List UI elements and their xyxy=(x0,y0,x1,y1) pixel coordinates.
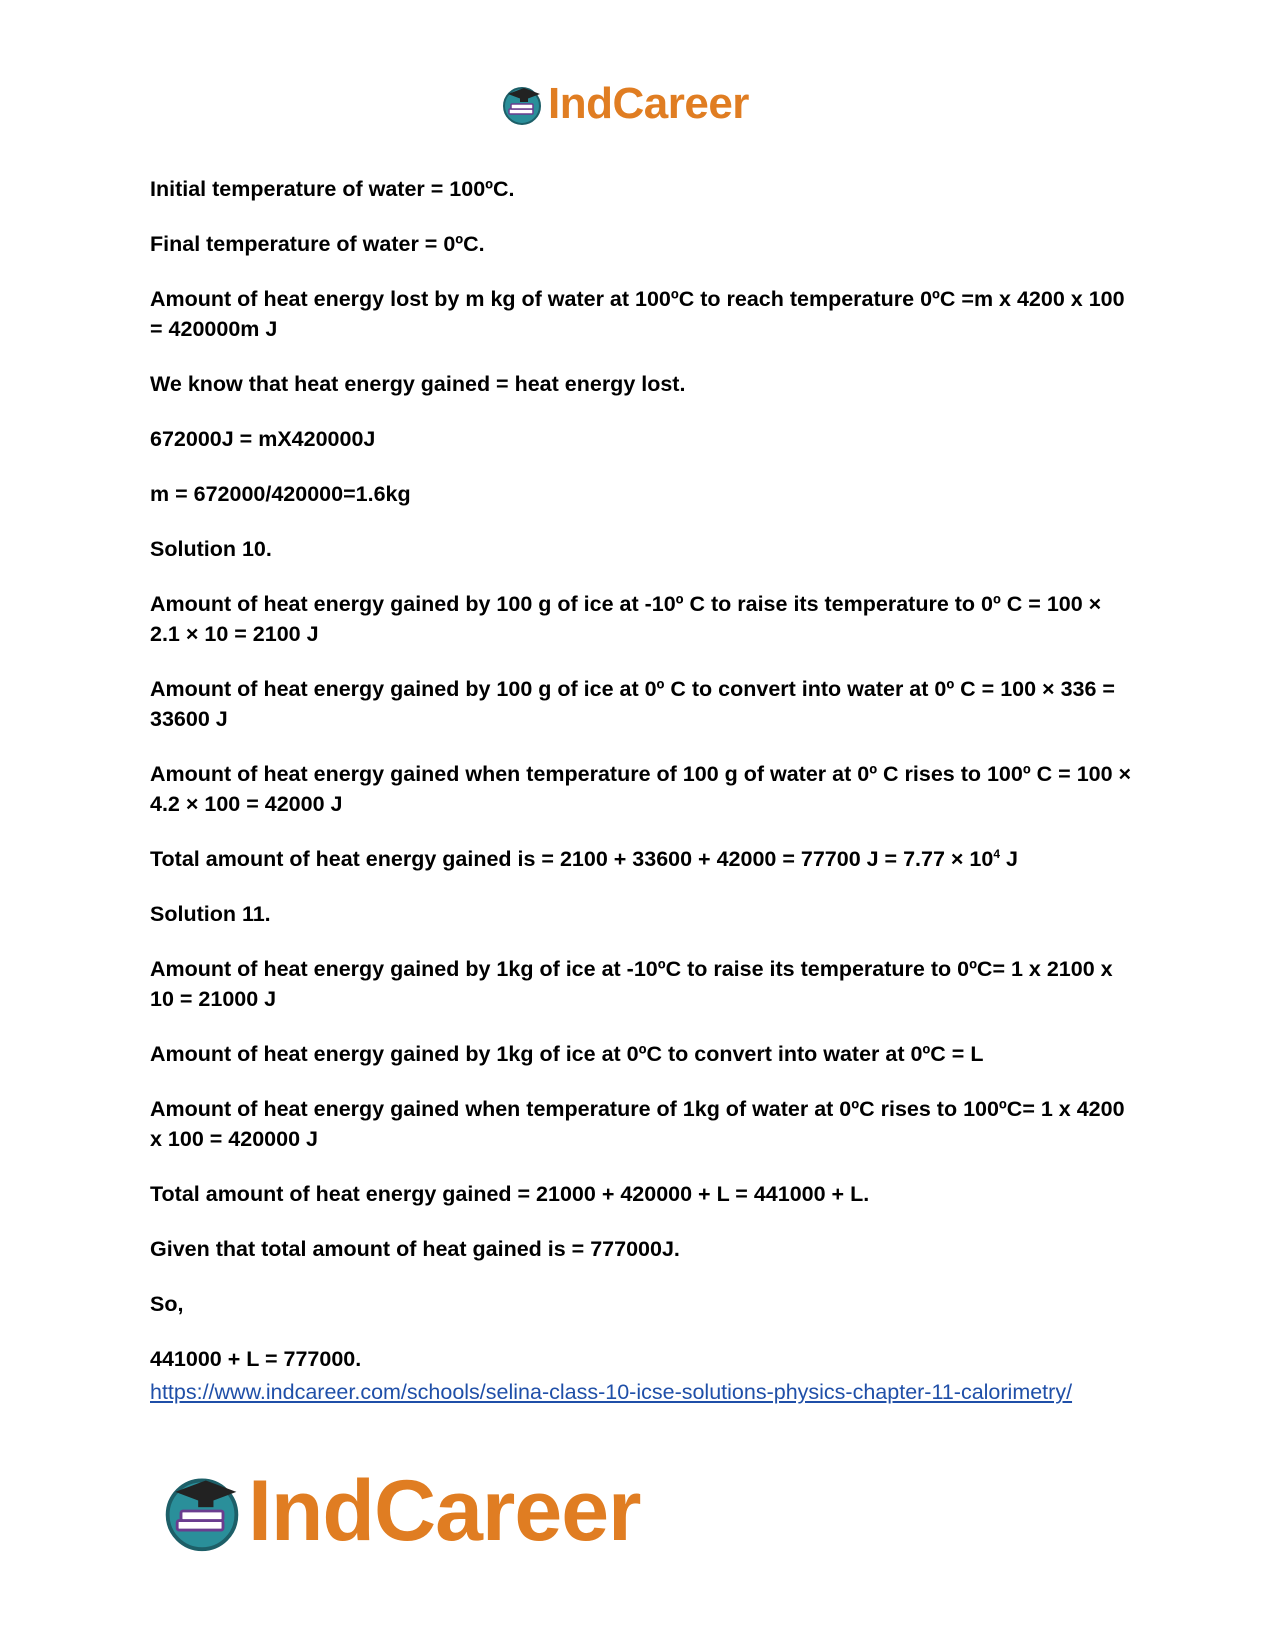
paragraph: Amount of heat energy gained when temperature of 100 g of water at 0º C rises to 100º C = 100 × 4.2 × 100 = 42000 J xyxy=(150,762,1132,816)
paragraph: Given that total amount of heat gained is = 777000J. xyxy=(150,1237,680,1261)
paragraph: Amount of heat energy lost by m kg of water at 100ºC to reach temperature 0ºC =m x 4200 x 100 = 420000m J xyxy=(150,287,1125,341)
total-energy-text: Total amount of heat energy gained is = 2100 + 33600 + 42000 = 77700 J = 7.77 × 10 xyxy=(150,847,994,871)
paragraph: 441000 + L = 777000. xyxy=(150,1347,362,1371)
paragraph: Final temperature of water = 0ºC. xyxy=(150,232,485,256)
source-link[interactable]: https://www.indcareer.com/schools/selina-class-10-icse-solutions-physics-chapter-11-calorimetry/ xyxy=(150,1380,1073,1404)
paragraph: Amount of heat energy gained by 100 g of ice at 0º C to convert into water at 0º C = 100 × 336 = 33600 J xyxy=(150,677,1115,731)
total-energy-unit: J xyxy=(1000,847,1018,871)
graduation-globe-icon xyxy=(500,82,544,126)
solution-heading: Solution 10. xyxy=(150,537,272,561)
paragraph: Amount of heat energy gained when temperature of 1kg of water at 0ºC rises to 100ºC= 1 x 4200 x 100 = 420000 J xyxy=(150,1097,1125,1151)
paragraph-total-energy xyxy=(150,844,1135,874)
solution-heading: Solution 11. xyxy=(150,902,271,926)
header-logo xyxy=(500,78,749,130)
paragraph: Amount of heat energy gained by 100 g of ice at -10º C to raise its temperature to 0º C = 100 × 2.1 × 10 = 2100 J xyxy=(150,592,1102,646)
paragraph: Initial temperature of water = 100ºC. xyxy=(150,177,515,201)
brand-logo-text: IndCareer xyxy=(248,1463,641,1559)
paragraph: So, xyxy=(150,1292,184,1316)
footer-logo xyxy=(160,1463,641,1559)
document-body xyxy=(150,174,1135,1410)
paragraph: Amount of heat energy gained by 1kg of ice at -10ºC to raise its temperature to 0ºC= 1 x 2100 x 10 = 21000 J xyxy=(150,957,1113,1011)
graduation-globe-icon xyxy=(160,1469,244,1553)
paragraph: m = 672000/420000=1.6kg xyxy=(150,482,411,506)
paragraph: Total amount of heat energy gained = 21000 + 420000 + L = 441000 + L. xyxy=(150,1182,870,1206)
paragraph: 672000J = mX420000J xyxy=(150,427,376,451)
paragraph: Amount of heat energy gained by 1kg of ice at 0ºC to convert into water at 0ºC = L xyxy=(150,1042,984,1066)
exponent: 4 xyxy=(993,846,1001,861)
brand-logo-text: IndCareer xyxy=(548,79,749,128)
paragraph: We know that heat energy gained = heat energy lost. xyxy=(150,372,686,396)
